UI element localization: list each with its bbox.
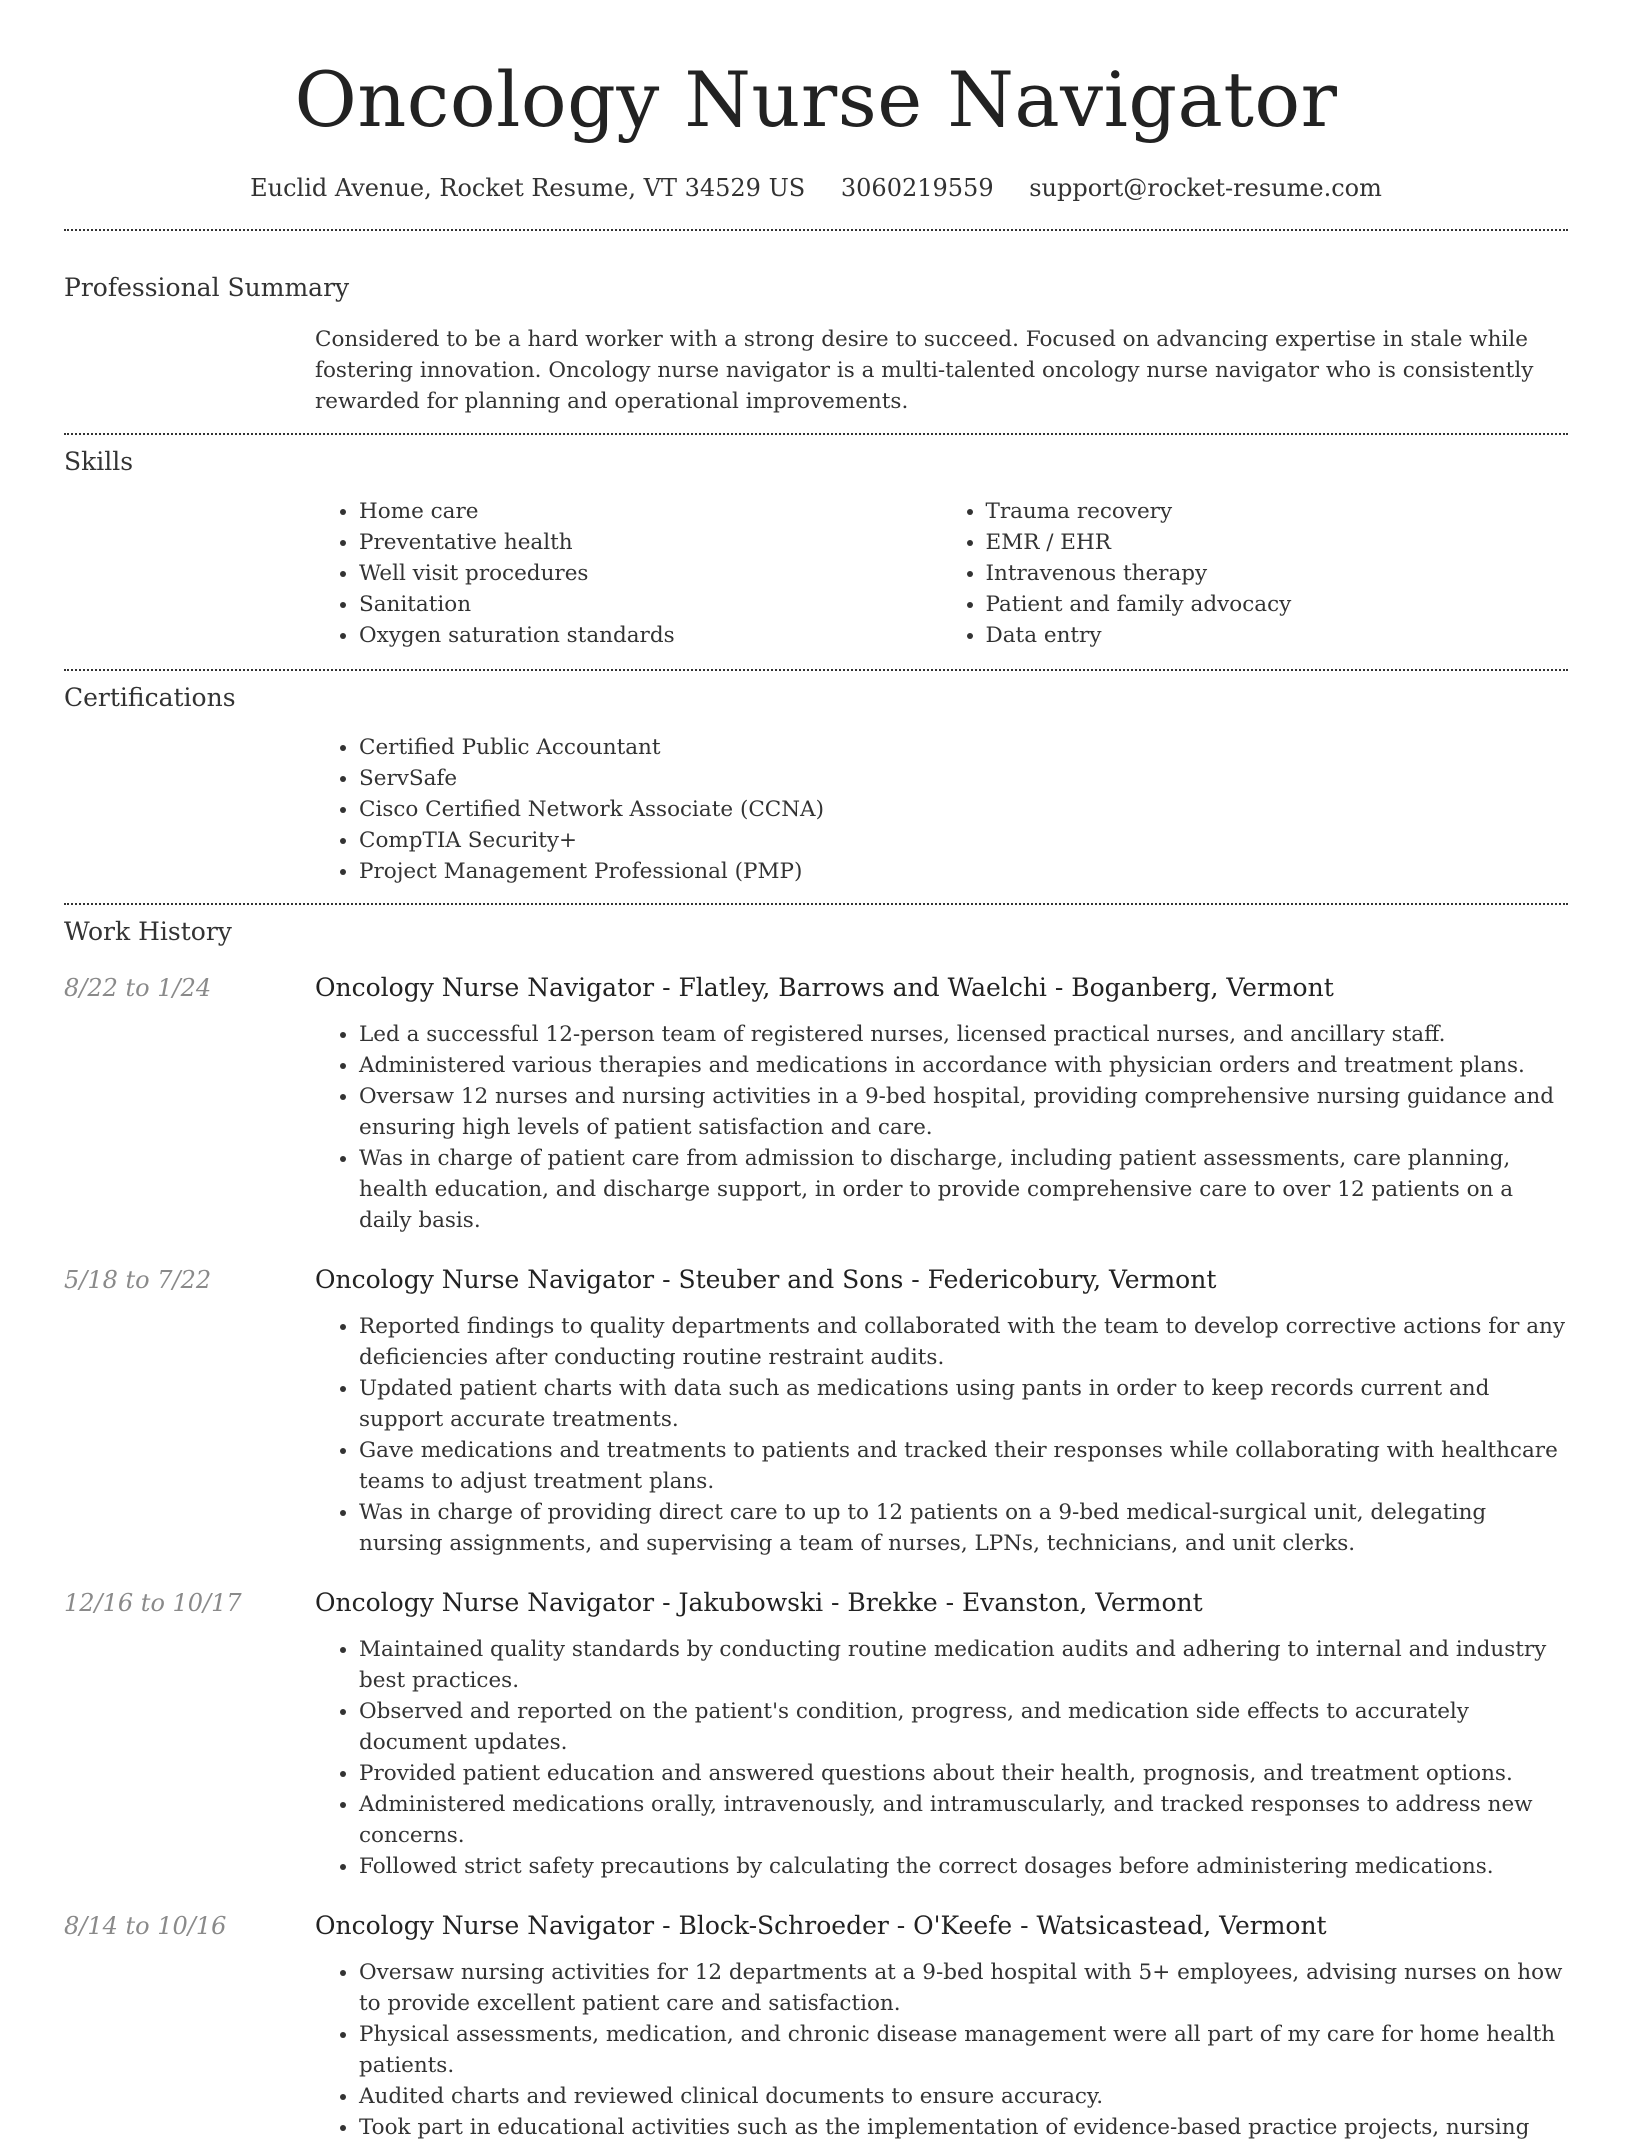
job-bullet: • Provided patient education and answered questions about their health, prognosis, and treatment options. [359, 1758, 1568, 1789]
job-bullet: • Was in charge of providing direct care to up to 12 patients on a 9-bed medical-surgical unit, delegating nursing assignments, and supervising a team of nurses, LPNs, technicians, and unit clerks. [359, 1497, 1568, 1559]
job-entry [64, 1586, 1568, 1882]
job-bullet: • Oversaw nursing activities for 12 departments at a 9-bed hospital with 5+ employees, advising nurses on how to provide excellent patient care and satisfaction. [359, 1957, 1568, 2019]
skill-item: • Data entry [986, 620, 1569, 651]
skills-column-left [315, 496, 942, 651]
skill-item: • Home care [359, 496, 942, 527]
job-dates: 12/16 to 10/17 [64, 1589, 242, 1617]
job-dates: 5/18 to 7/22 [64, 1266, 212, 1294]
job-bullet: • Followed strict safety precautions by calculating the correct dosages before administering medications. [359, 1851, 1568, 1882]
certification-item: • ServSafe [359, 763, 1568, 794]
skill-item: • Oxygen saturation standards [359, 620, 942, 651]
job-bullets [315, 1957, 1568, 2143]
job-bullets [315, 1634, 1568, 1882]
skill-item: • Well visit procedures [359, 558, 942, 589]
job-entry [64, 1909, 1568, 2143]
job-bullet: • Administered various therapies and medications in accordance with physician orders and treatment plans. [359, 1050, 1568, 1081]
job-bullet: • Administered medications orally, intravenously, and intramuscularly, and tracked responses to address new concerns. [359, 1789, 1568, 1851]
skills-list [315, 496, 1568, 651]
job-dates: 8/14 to 10/16 [64, 1912, 227, 1940]
contact-line [64, 172, 1568, 204]
certifications-list [315, 732, 1568, 887]
skill-item: • Intravenous therapy [986, 558, 1569, 589]
certification-item: • Certified Public Accountant [359, 732, 1568, 763]
job-heading: Oncology Nurse Navigator - Flatley, Barrows and Waelchi - Boganberg, Vermont [315, 973, 1334, 1002]
skills-column-right [942, 496, 1569, 651]
divider [64, 433, 1568, 435]
job-bullet: • Was in charge of patient care from admission to discharge, including patient assessments, care planning, health education, and discharge support, in order to provide comprehensive care to over 12 patients on a daily basis. [359, 1143, 1568, 1236]
job-heading: Oncology Nurse Navigator - Jakubowski - Brekke - Evanston, Vermont [315, 1588, 1203, 1617]
certification-item: • CompTIA Security+ [359, 825, 1568, 856]
job-bullet: • Audited charts and reviewed clinical documents to ensure accuracy. [359, 2081, 1568, 2112]
section-title-skills: Skills [64, 447, 134, 476]
job-bullet: • Led a successful 12-person team of registered nurses, licensed practical nurses, and ancillary staff. [359, 1019, 1568, 1050]
summary-text: Considered to be a hard worker with a strong desire to succeed. Focused on advancing expertise in stale while fostering innovation. Oncology nurse navigator is a multi-talented oncology nurse navigator who is consistently rewarded for planning and operational improvements. [315, 327, 1534, 414]
job-heading: Oncology Nurse Navigator - Block-Schroeder - O'Keefe - Watsicastead, Vermont [315, 1911, 1327, 1940]
divider [64, 229, 1568, 231]
job-bullet: • Updated patient charts with data such as medications using pants in order to keep records current and support accurate treatments. [359, 1373, 1568, 1435]
job-bullets [315, 1311, 1568, 1559]
job-bullet: • Physical assessments, medication, and chronic disease management were all part of my care for home health patients. [359, 2019, 1568, 2081]
job-entry [64, 1263, 1568, 1559]
job-bullet: • Reported findings to quality departments and collaborated with the team to develop corrective actions for any deficiencies after conducting routine restraint audits. [359, 1311, 1568, 1373]
skill-item: • Trauma recovery [986, 496, 1569, 527]
job-entry [64, 971, 1568, 1236]
contact-phone: 3060219559 [840, 174, 994, 202]
job-bullet: • Maintained quality standards by conducting routine medication audits and adhering to internal and industry best practices. [359, 1634, 1568, 1696]
skill-item: • EMR / EHR [986, 527, 1569, 558]
job-heading: Oncology Nurse Navigator - Steuber and Sons - Federicobury, Vermont [315, 1265, 1217, 1294]
certification-item: • Cisco Certified Network Associate (CCNA) [359, 794, 1568, 825]
job-bullet: • Observed and reported on the patient's condition, progress, and medication side effects to accurately document updates. [359, 1696, 1568, 1758]
divider [64, 903, 1568, 905]
job-dates: 8/22 to 1/24 [64, 974, 212, 1002]
job-bullet: • Oversaw 12 nurses and nursing activities in a 9-bed hospital, providing comprehensive nursing guidance and ensuring high levels of patient satisfaction and care. [359, 1081, 1568, 1143]
contact-address: Euclid Avenue, Rocket Resume, VT 34529 US [250, 174, 806, 202]
job-bullet: • Took part in educational activities such as the implementation of evidence-based practice projects, nursing [359, 2112, 1568, 2143]
section-title-work-history: Work History [64, 917, 232, 946]
section-title-summary: Professional Summary [64, 273, 350, 302]
candidate-name: Oncology Nurse Navigator [294, 55, 1338, 144]
certification-item: • Project Management Professional (PMP) [359, 856, 1568, 887]
job-bullet: • Gave medications and treatments to patients and tracked their responses while collaborating with healthcare teams to adjust treatment plans. [359, 1435, 1568, 1497]
job-bullets [315, 1019, 1568, 1236]
skill-item: • Patient and family advocacy [986, 589, 1569, 620]
skill-item: • Sanitation [359, 589, 942, 620]
divider [64, 669, 1568, 671]
contact-email: support@rocket-resume.com [1029, 174, 1382, 202]
section-title-certifications: Certifications [64, 683, 236, 712]
skill-item: • Preventative health [359, 527, 942, 558]
